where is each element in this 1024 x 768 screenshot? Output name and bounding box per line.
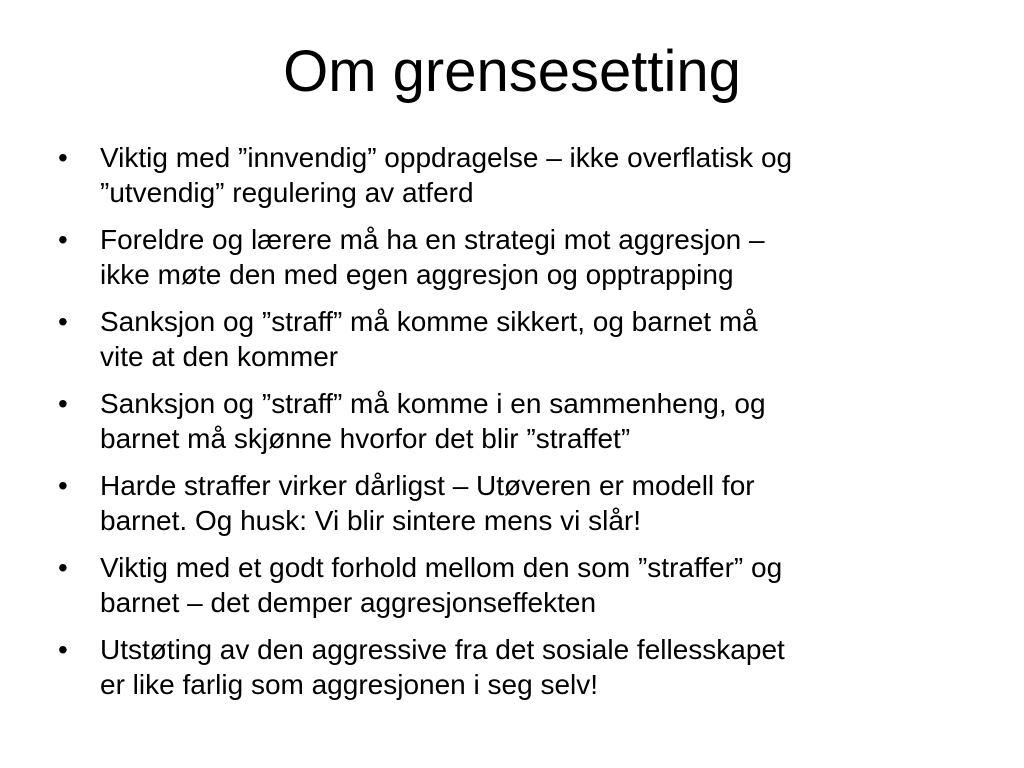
slide-title: Om grensesetting	[283, 39, 741, 104]
bullet-dot-icon: •	[58, 224, 68, 255]
bullet-text-line-2: barnet – det demper aggresjonseffekten	[100, 587, 597, 618]
bullet-dot-icon: •	[58, 634, 68, 665]
bullet-text-line-2: vite at den kommer	[100, 341, 339, 372]
bullet-dot-icon: •	[58, 306, 68, 337]
bullet-text-line-1: Foreldre og lærere må ha en strategi mot aggresjon –	[100, 224, 765, 255]
bullet-text-line-2: ”utvendig” regulering av atferd	[100, 177, 474, 208]
bullet-text-line-1: Harde straffer virker dårligst – Utøveren er modell for	[100, 470, 755, 501]
bullet-list	[56, 140, 976, 714]
bullet-dot-icon: •	[58, 552, 68, 583]
bullet-item	[56, 386, 976, 456]
bullet-text-line-1: Viktig med ”innvendig” oppdragelse – ikke overflatisk og	[100, 142, 793, 173]
bullet-dot-icon: •	[58, 388, 68, 419]
bullet-item	[56, 304, 976, 374]
bullet-text-line-1: Utstøting av den aggressive fra det sosiale fellesskapet	[100, 634, 785, 665]
bullet-item	[56, 468, 976, 538]
bullet-text-line-1: Viktig med et godt forhold mellom den som ”straffer” og	[100, 552, 783, 583]
bullet-text-line-1: Sanksjon og ”straff” må komme sikkert, og barnet må	[100, 306, 758, 337]
bullet-text-line-2: ikke møte den med egen aggresjon og opptrapping	[100, 259, 734, 290]
bullet-item	[56, 632, 976, 702]
bullet-dot-icon: •	[58, 470, 68, 501]
bullet-dot-icon: •	[58, 142, 68, 173]
bullet-item	[56, 550, 976, 620]
bullet-text-line-1: Sanksjon og ”straff” må komme i en sammenheng, og	[100, 388, 766, 419]
bullet-text-line-2: er like farlig som aggresjonen i seg selv!	[100, 669, 599, 700]
bullet-item	[56, 222, 976, 292]
bullet-text-line-2: barnet må skjønne hvorfor det blir ”straffet”	[100, 423, 631, 454]
bullet-item	[56, 140, 976, 210]
bullet-text-line-2: barnet. Og husk: Vi blir sintere mens vi slår!	[100, 505, 642, 536]
